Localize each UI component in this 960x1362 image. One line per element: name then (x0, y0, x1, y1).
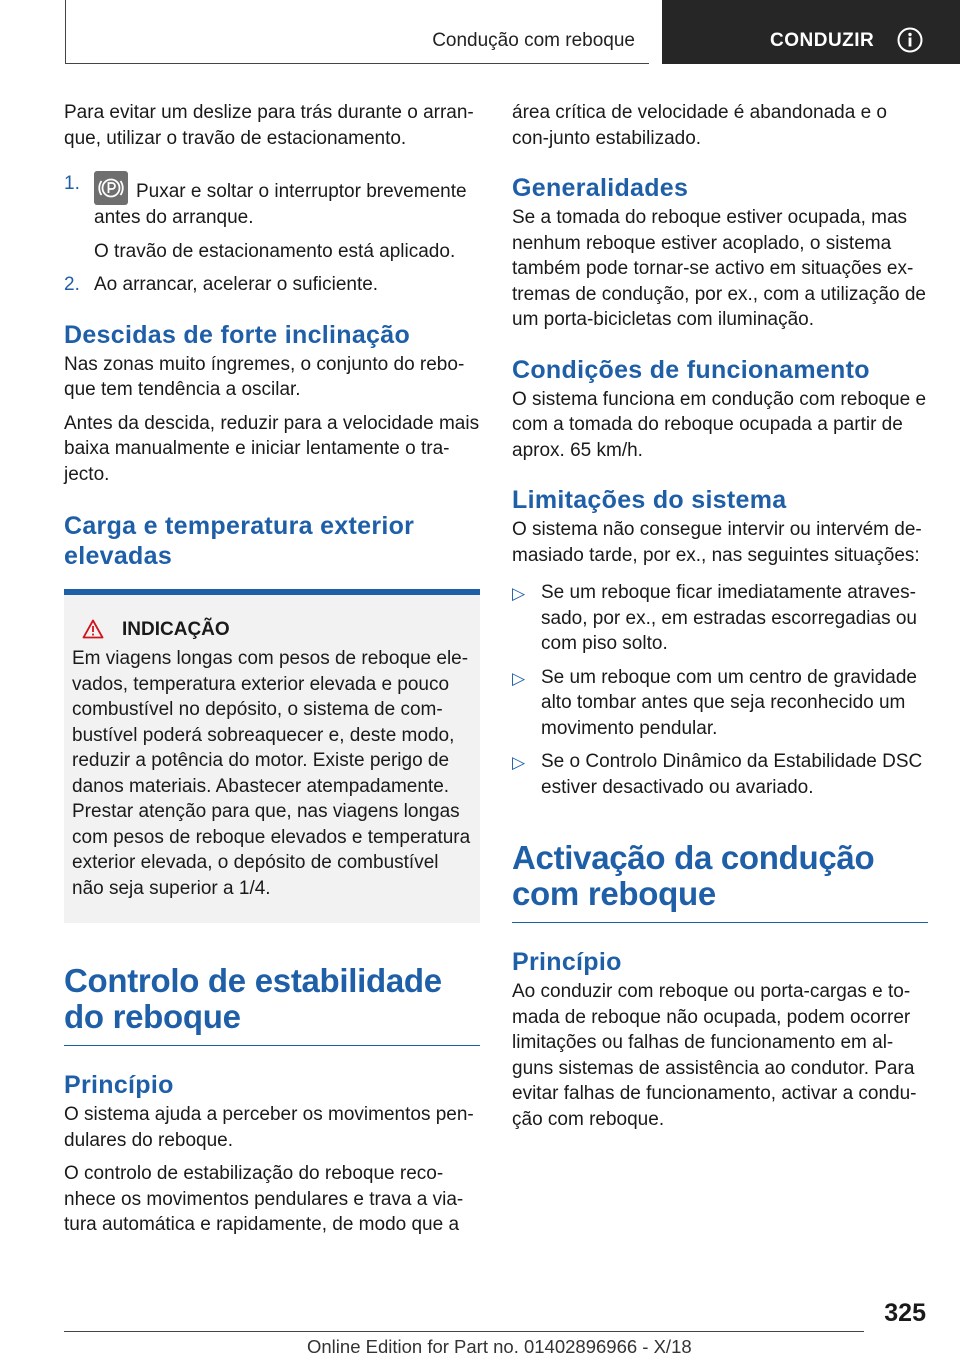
header-section-box (65, 0, 649, 64)
warning-box (64, 589, 480, 923)
step-item (64, 171, 480, 264)
descidas-paragraph-2: Antes da descida, reduzir para a velocidade mais baixa manualmente e iniciar lentamente o tra-jecto. (64, 412, 480, 485)
step-number: 1. (64, 173, 80, 194)
footer-edition: Online Edition for Part no. 01402896966 - X/18 (307, 1336, 692, 1357)
principio-heading-left: Princípio (64, 1071, 174, 1099)
header-chapter-box (662, 0, 960, 64)
generalidades-paragraph: Se a tomada do reboque estiver ocupada, mas nenhum reboque estiver acoplado, o sistema também pode tornar-se activo em situações ex-tremas de condução, por ex., com a utilização de um porta-bicicletas com iluminação. (512, 207, 927, 330)
generalidades-heading: Generalidades (512, 174, 689, 202)
condicoes-paragraph: O sistema funciona em condução com reboque e com a tomada do reboque ocupada a partir de aprox. 65 km/h. (512, 388, 927, 461)
list-item (512, 665, 928, 742)
right-column (512, 100, 928, 1132)
limitacoes-paragraph: O sistema não consegue intervir ou intervém de-masiado tarde, por ex., nas seguintes situações: (512, 519, 922, 566)
principio-paragraph-2: O controlo de estabilização do reboque reco-nhece os movimentos pendulares e trava a via-tura automática e rapidamente, de modo que a (64, 1163, 464, 1235)
principio-paragraph-right: Ao conduzir com reboque ou porta-cargas e to-mada de reboque não ocupada, podem ocorrer limitações ou falhas de funcionamento em al-guns sistemas de assistência ao condutor. Para evitar falhas de funcionamento, activar a condu-ção com reboque. (512, 981, 917, 1130)
list-item (512, 749, 928, 800)
page-number: 325 (884, 1299, 926, 1327)
parking-brake-icon (94, 171, 128, 205)
step-number: 2. (64, 274, 80, 295)
warning-label: INDICAÇÃO (122, 619, 230, 640)
condicoes-heading: Condições de funcionamento (512, 355, 870, 384)
step-note: O travão de estacionamento está aplicado. (94, 240, 456, 262)
info-icon[interactable] (897, 27, 923, 53)
list-item (512, 580, 928, 657)
controlo-heading: Controlo de estabilidade do reboque (64, 962, 442, 1035)
principio-heading-right: Princípio (512, 948, 622, 976)
continued-paragraph: área crítica de velocidade é abandonada e o con-junto estabilizado. (512, 102, 887, 149)
limitacoes-heading: Limitações do sistema (512, 486, 787, 514)
carga-heading: Carga e temperatura exterior elevadas (64, 512, 415, 570)
chapter-title: CONDUZIR (770, 30, 875, 51)
warning-text: Em viagens longas com pesos de reboque ele-vados, temperatura exterior elevada e pouco combustível no depósito, o sistema de com-bustível poderá sobreaquecer e, deste modo, reduzir a potência do motor. Existe perigo de danos materiais. Abastecer atempadamente. Prestar atenção para que, nas viagens longas com pesos de reboque elevados e temperatura exterior elevada, o depósito de combustível não seja superior a 1/4. (72, 648, 471, 899)
bullet-text: Se um reboque ficar imediatamente atraves-sado, por ex., em estradas escorregadias ou com piso solto. (541, 582, 917, 654)
descidas-paragraph-1: Nas zonas muito íngremes, o conjunto do rebo-que tem tendência a oscilar. (64, 353, 465, 400)
principio-paragraph-1: O sistema ajuda a perceber os movimentos pen-dulares do reboque. (64, 1104, 474, 1151)
bullet-text: Se um reboque com um centro de gravidade alto tombar antes que seja reconhecido um movimento pendular. (541, 666, 917, 739)
warning-header (72, 617, 472, 642)
footer-rule (64, 1331, 864, 1332)
step-text: Ao arrancar, acelerar o suficiente. (94, 274, 379, 295)
left-column (64, 100, 480, 1238)
activacao-heading: Activação da condução com reboque (512, 839, 875, 912)
bullet-triangle-icon: ▷ (512, 753, 526, 772)
bullet-triangle-icon: ▷ (512, 584, 526, 603)
step-item (64, 272, 480, 298)
step-text: Puxar e soltar o interruptor brevemente antes do arranque. (94, 181, 467, 228)
intro-paragraph: Para evitar um deslize para trás durante o arran-que, utilizar o travão de estacionamento. (64, 102, 474, 149)
section-title: Condução com reboque (432, 30, 635, 51)
bullet-text: Se o Controlo Dinâmico da Estabilidade DSC estiver desactivado ou avariado. (541, 751, 923, 798)
descidas-heading: Descidas de forte inclinação (64, 320, 411, 349)
bullet-triangle-icon: ▷ (512, 668, 526, 688)
warning-triangle-icon (82, 619, 104, 639)
